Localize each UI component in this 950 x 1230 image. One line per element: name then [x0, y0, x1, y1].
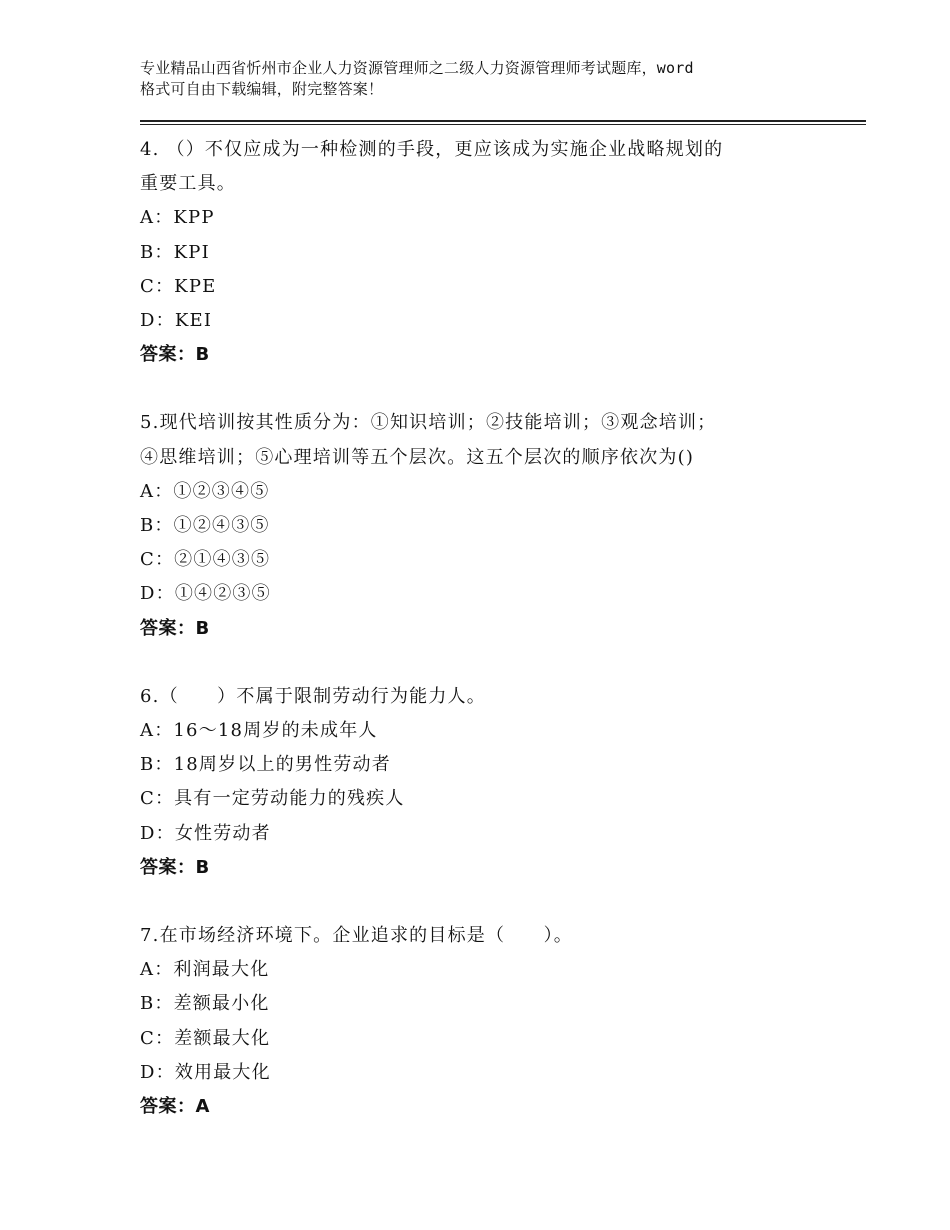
header-line-1: 专业精品山西省忻州市企业人力资源管理师之二级人力资源管理师考试题库，word — [140, 59, 694, 77]
option-b: B：KPI — [140, 241, 210, 263]
option-a: A：利润最大化 — [140, 959, 270, 981]
option-d: D：KEI — [140, 310, 213, 332]
question-stem-line: ④思维培训；⑤心理培训等五个层次。这五个层次的顺序依次为() — [140, 446, 695, 468]
document-header — [140, 58, 866, 100]
option-a: A：16～18周岁的未成年人 — [140, 720, 378, 742]
question-spacer — [140, 372, 866, 406]
option-d: D：①④②③⑤ — [140, 583, 271, 605]
question-stem-line: 6.（ ）不属于限制劳动行为能力人。 — [140, 685, 486, 707]
question-spacer — [140, 646, 866, 680]
option-d: D：效用最大化 — [140, 1061, 271, 1083]
question-4 — [140, 133, 866, 372]
question-7 — [140, 919, 866, 1124]
answer-label: 答案：A — [140, 1096, 210, 1118]
option-c: C：差额最大化 — [140, 1027, 271, 1049]
option-b: B：①②④③⑤ — [140, 515, 270, 537]
option-c: C：KPE — [140, 275, 217, 297]
question-5 — [140, 406, 866, 645]
question-stem-line: 5.现代培训按其性质分为：①知识培训；②技能培训；③观念培训； — [140, 412, 717, 434]
answer-label: 答案：B — [140, 856, 210, 878]
answer-label: 答案：B — [140, 617, 210, 639]
option-b: B：差额最小化 — [140, 993, 270, 1015]
header-rule-thick — [140, 120, 866, 122]
option-c: C：②①④③⑤ — [140, 549, 271, 571]
question-6 — [140, 680, 866, 885]
document-page — [140, 58, 866, 1124]
option-d: D：女性劳动者 — [140, 822, 271, 844]
option-a: A：KPP — [140, 207, 215, 229]
question-spacer — [140, 885, 866, 919]
question-stem-line: 4. （）不仅应成为一种检测的手段，更应该成为实施企业战略规划的 — [140, 139, 724, 160]
option-c: C：具有一定劳动能力的残疾人 — [140, 788, 405, 810]
option-a: A：①②③④⑤ — [140, 480, 270, 502]
question-stem-line: 重要工具。 — [140, 173, 236, 195]
question-stem-line: 7.在市场经济环境下。企业追求的目标是（ ）。 — [140, 925, 573, 947]
answer-label: 答案：B — [140, 344, 210, 366]
header-line-2: 格式可自由下载编辑，附完整答案！ — [140, 80, 384, 98]
header-rule-thin — [140, 124, 866, 125]
option-b: B：18周岁以上的男性劳动者 — [140, 754, 391, 776]
